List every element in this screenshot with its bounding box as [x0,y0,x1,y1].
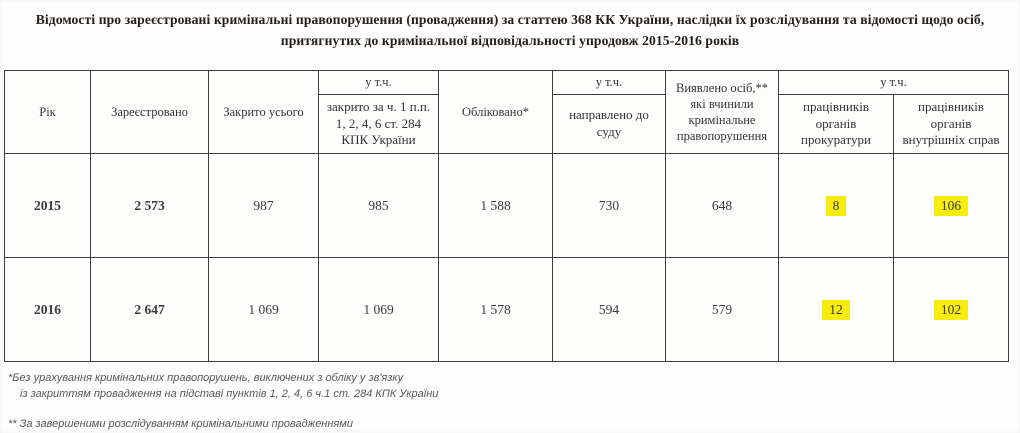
footnotes [8,371,648,433]
header-incl-employees: у т.ч. [779,71,1009,95]
cell-persons-identified-2016: 579 [666,258,779,362]
header-year: Рік [5,71,91,154]
highlight-prosecutors-2015: 8 [826,196,847,216]
page-title-line1: Відомості про зареєстровані кримінальні правопорушення (провадження) за статтею 368 КК України, наслідки їх розслідування та відомості щодо осіб, [35,12,985,27]
cell-accounted-2016: 1 578 [439,258,553,362]
page-title [0,9,1020,51]
table-row-2016 [5,258,1009,362]
header-persons-identified: Виявлено осіб,** які вчинили кримінальне правопорушення [666,71,779,154]
cell-closed-284-2015: 985 [319,154,439,258]
header-prosecutors: працівників органів прокуратури [779,95,894,154]
highlight-internal-affairs-2015: 106 [934,196,968,216]
cell-year-2015: 2015 [5,154,91,258]
header-closed-284: закрито за ч. 1 п.п. 1, 2, 4, 6 ст. 284 КПК України [319,95,439,154]
cell-registered-2016: 2 647 [91,258,209,362]
cell-internal-affairs-2016 [894,258,1009,362]
header-accounted: Обліковано* [439,71,553,154]
header-registered: Зареєстровано [91,71,209,154]
header-internal-affairs: працівників органів внутрішніх справ [894,95,1009,154]
cell-closed-284-2016: 1 069 [319,258,439,362]
cell-prosecutors-2016 [779,258,894,362]
header-closed-total: Закрито усього [209,71,319,154]
header-sent-to-court: направлено до суду [553,95,666,154]
cell-registered-2015: 2 573 [91,154,209,258]
header-incl-closed: у т.ч. [319,71,439,95]
offenses-report-table [4,70,1009,362]
cell-closed-total-2016: 1 069 [209,258,319,362]
footnote-1-line1: *Без урахування кримінальних правопорушень, виключених з обліку у зв'язку [8,372,404,384]
page-title-line2: притягнутих до кримінальної відповідальності упродовж 2015-2016 років [280,33,740,49]
footnote-1-line2: із закриттям провадження на підставі пунктів 1, 2, 4, 6 ч.1 ст. 284 КПК України [20,387,439,400]
header-incl-court: у т.ч. [553,71,666,95]
highlight-internal-affairs-2016: 102 [934,300,968,320]
highlight-prosecutors-2016: 12 [822,300,850,320]
cell-year-2016: 2016 [5,258,91,362]
cell-sent-to-court-2015: 730 [553,154,666,258]
cell-prosecutors-2015 [779,154,894,258]
footnote-2: ** За завершеними розслідуванням кримінальними провадженнями [8,417,353,430]
table-row-2015 [5,154,1009,258]
cell-accounted-2015: 1 588 [439,154,553,258]
cell-sent-to-court-2016: 594 [553,258,666,362]
cell-persons-identified-2015: 648 [666,154,779,258]
cell-closed-total-2015: 987 [209,154,319,258]
cell-internal-affairs-2015 [894,154,1009,258]
